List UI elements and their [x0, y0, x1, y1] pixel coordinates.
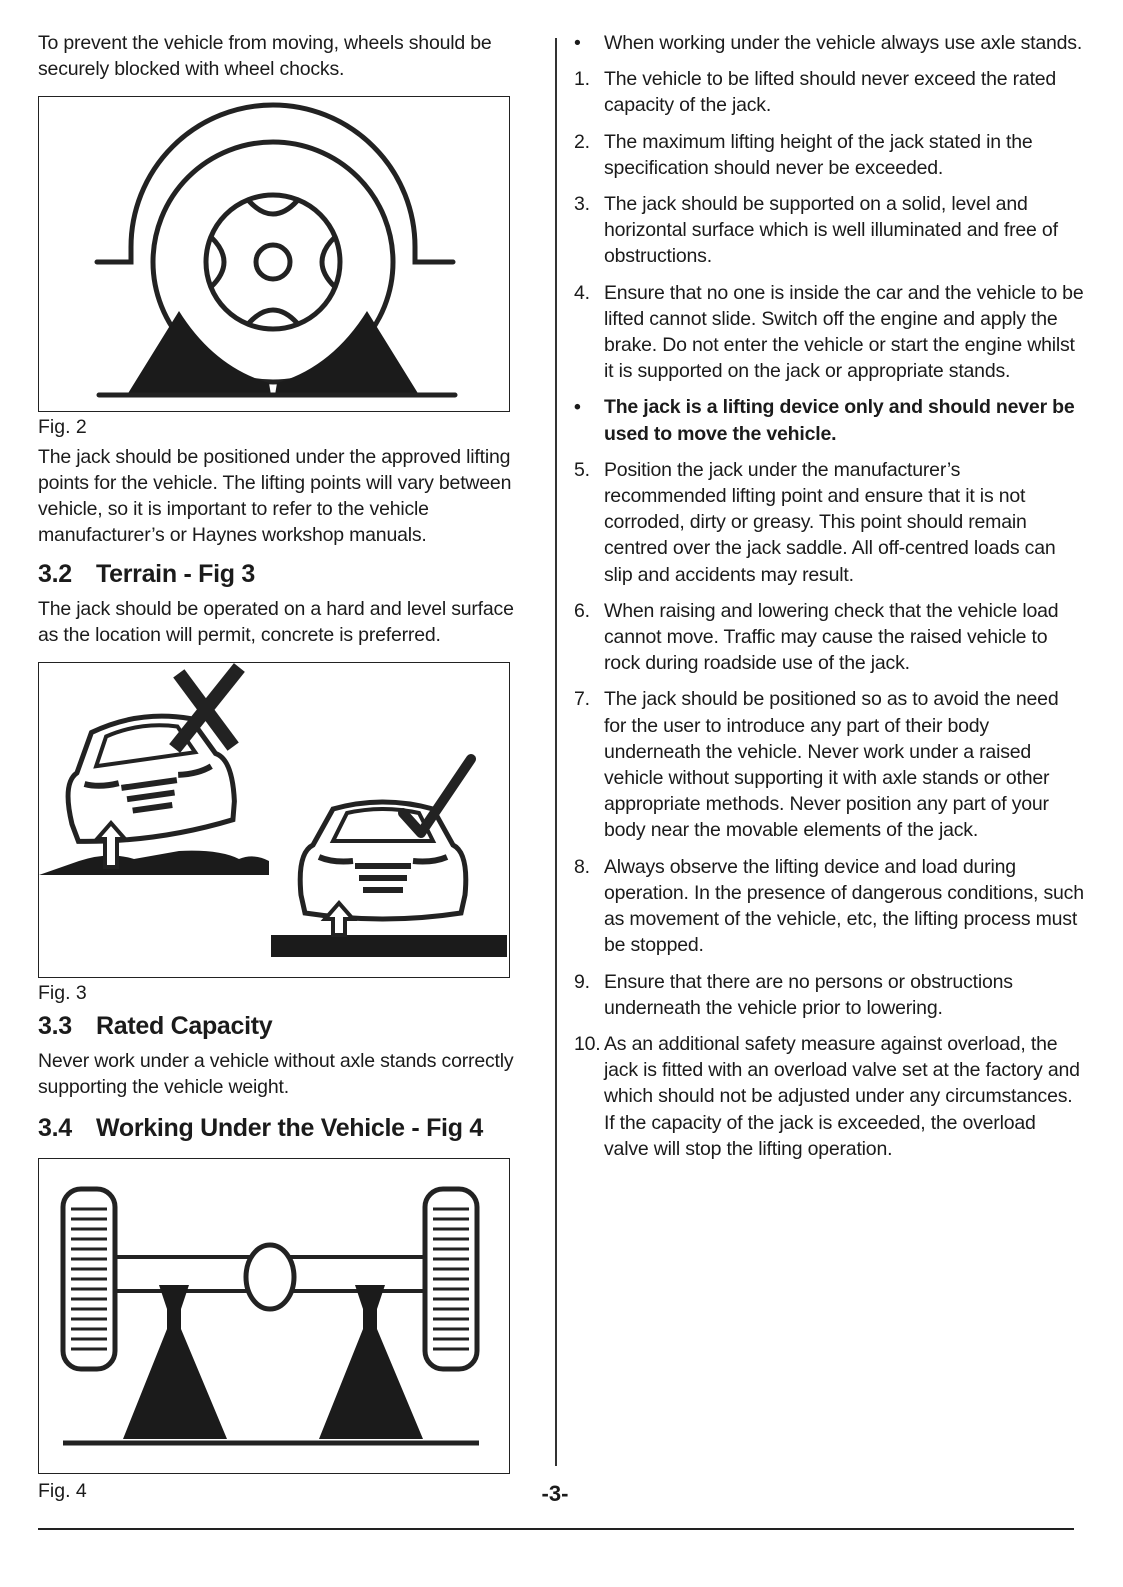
lifting-points-paragraph: The jack should be positioned under the approved lifting points for the vehicle. The lifting points will vary between vehicle, so it is important to refer to the vehicle manufacturer’s or Haynes workshop manuals.	[38, 446, 512, 546]
list-item-text: The jack is a lifting device only and should never be used to move the vehicle.	[604, 396, 1075, 445]
list-marker: 4.	[574, 281, 590, 304]
list-marker: 6.	[574, 599, 590, 622]
intro-paragraph: To prevent the vehicle from moving, wheels should be securely blocked with wheel chocks.	[38, 32, 492, 80]
list-item-text: Always observe the lifting device and load during operation. In the presence of dangerous conditions, such as movement of the vehicle, etc, the lifting process must be stopped.	[604, 855, 1084, 957]
section-3-3-heading	[38, 1010, 538, 1042]
list-marker: 5.	[574, 458, 590, 481]
list-item	[574, 457, 1084, 588]
list-item	[574, 394, 1084, 446]
list-item-text: The jack should be supported on a solid, level and horizontal surface which is well illuminated and free of obstructions.	[604, 193, 1058, 268]
list-item	[574, 129, 1084, 181]
list-item-text: As an additional safety measure against overload, the jack is fitted with an overload valve set at the factory and which should not be adjusted under any circumstances. If the capacity of the jack is exceeded, the overload valve will stop the lifting operation.	[604, 1032, 1080, 1160]
section-3-4-heading	[38, 1112, 538, 1144]
car-on-level-ground	[300, 802, 466, 919]
list-item	[574, 66, 1084, 118]
page-number: -3-	[541, 1481, 569, 1506]
list-item-text: Ensure that no one is inside the car and the vehicle to be lifted cannot slide. Switch off the engine and apply the brake. Do not enter the vehicle or start the engine whilst it is supported on the jack or appropriate stands.	[604, 281, 1084, 383]
list-marker: 3.	[574, 193, 590, 216]
section-number: 3.4	[38, 1114, 72, 1142]
list-item	[574, 686, 1084, 843]
list-item	[574, 854, 1084, 959]
list-item	[574, 969, 1084, 1021]
left-column	[38, 30, 538, 1508]
list-marker: •	[574, 32, 581, 54]
list-item-text: When raising and lowering check that the vehicle load cannot move. Traffic may cause the raised vehicle to rock during roadside use of the jack.	[604, 599, 1059, 675]
list-marker: 7.	[574, 688, 590, 711]
list-item	[574, 30, 1084, 56]
list-item-text: The jack should be positioned so as to avoid the need for the user to introduce any part of their body underneath the vehicle. Never work under a raised vehicle without supporting it with axle stands or other appropriate methods. Never position any part of your body near the movable elements of the jack.	[604, 688, 1059, 842]
list-marker: 9.	[574, 970, 590, 993]
list-marker: 8.	[574, 855, 590, 878]
terrain-paragraph: The jack should be operated on a hard and level surface as the location will permit, concrete is preferred.	[38, 598, 514, 646]
list-item-text: Ensure that there are no persons or obstructions underneath the vehicle prior to lowering.	[604, 970, 1013, 1019]
list-marker: 2.	[574, 130, 590, 153]
list-item	[574, 280, 1084, 385]
figure-2-caption: Fig. 2	[38, 416, 87, 438]
wheel-chock-illustration	[39, 97, 508, 410]
list-item-text: Position the jack under the manufacturer’s recommended lifting point and ensure that it is not corroded, dirty or greasy. This point should remain centred over the jack saddle. All off-centred loads can slip and accidents may result.	[604, 458, 1056, 586]
bottom-rule	[38, 1528, 1074, 1530]
terrain-illustration	[39, 663, 508, 976]
list-marker: 10.	[574, 1032, 601, 1055]
section-3-2-heading	[38, 558, 538, 590]
section-number: 3.3	[38, 1012, 72, 1040]
column-divider	[555, 38, 557, 1466]
section-title: Working Under the Vehicle - Fig 4	[96, 1114, 483, 1142]
capacity-paragraph: Never work under a vehicle without axle stands correctly supporting the vehicle weight.	[38, 1050, 514, 1098]
list-item-text: When working under the vehicle always use axle stands.	[604, 32, 1083, 54]
section-title: Rated Capacity	[96, 1012, 273, 1040]
figure-3-caption: Fig. 3	[38, 982, 87, 1004]
figure-3-terrain	[38, 662, 510, 978]
figure-4-caption: Fig. 4	[38, 1480, 87, 1502]
list-item-text: The maximum lifting height of the jack stated in the specification should never be exceeded.	[604, 130, 1033, 179]
section-title: Terrain - Fig 3	[96, 560, 255, 588]
figure-4-axle-stands	[38, 1158, 510, 1474]
list-item	[574, 191, 1084, 270]
list-item	[574, 1031, 1084, 1162]
section-number: 3.2	[38, 560, 72, 588]
list-item	[574, 598, 1084, 677]
list-marker: 1.	[574, 68, 590, 91]
list-item-text: The vehicle to be lifted should never exceed the rated capacity of the jack.	[604, 68, 1057, 117]
list-marker: •	[574, 396, 581, 419]
figure-2-wheel-chocks	[38, 96, 510, 412]
right-column	[574, 30, 1084, 1162]
axle-stands-illustration	[39, 1159, 508, 1472]
